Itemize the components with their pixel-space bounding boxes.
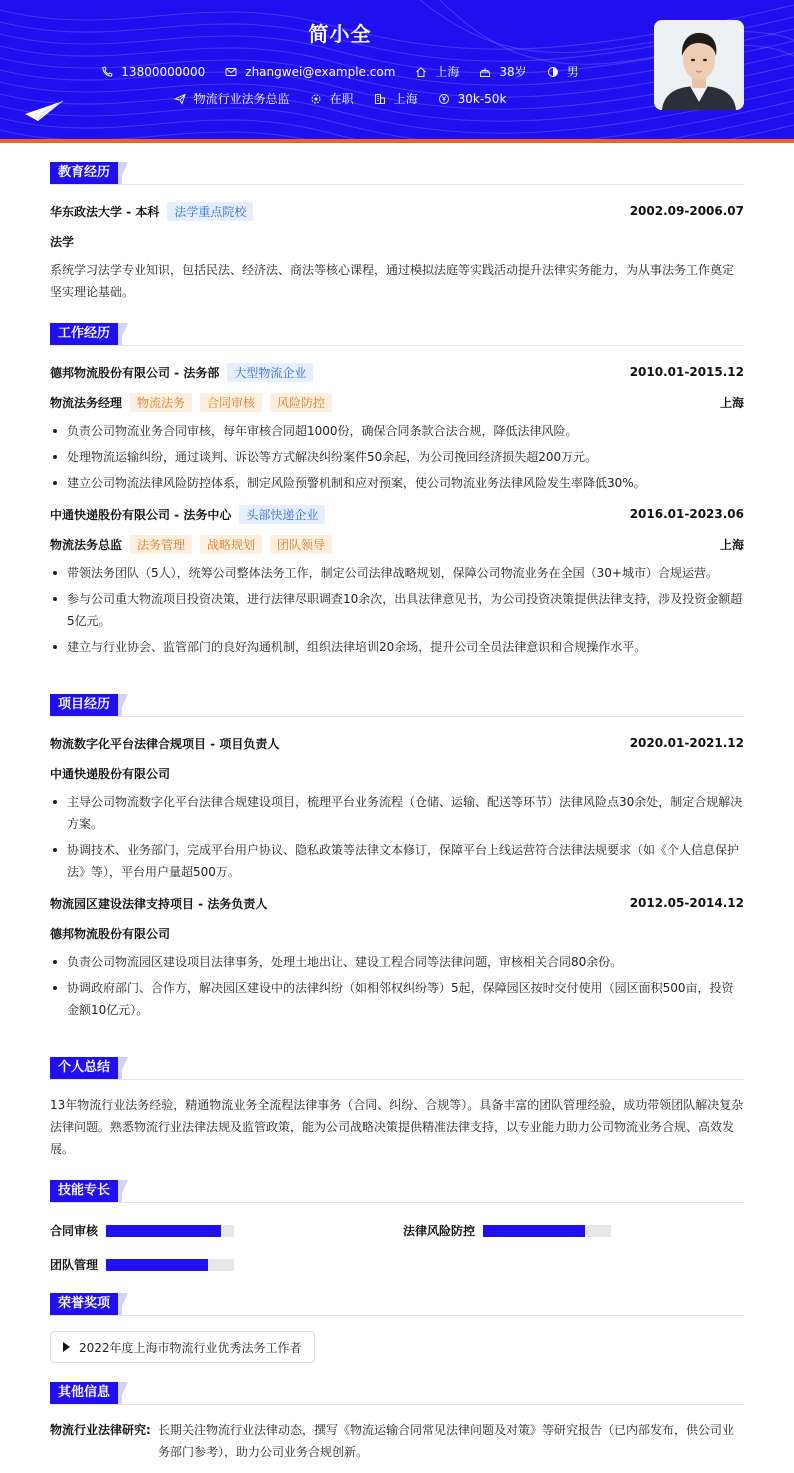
other-item xyxy=(50,1419,744,1463)
job-position-row xyxy=(50,392,744,412)
list-item: 负责公司物流业务合同审核，每年审核合同超1000份，确保合同条款合法合规，降低法律风险。 xyxy=(50,420,744,442)
email-text: zhangwei@example.com xyxy=(245,64,396,79)
project-bullets xyxy=(50,791,744,883)
skill-tag: 团队领导 xyxy=(270,535,332,554)
list-item: 主导公司物流数字化平台法律合规建设项目，梳理平台业务流程（仓储、运输、配送等环节）法律风险点30余处，制定合规解决方案。 xyxy=(50,791,744,835)
company-name: 中通快递股份有限公司 - 法务中心 xyxy=(50,507,232,522)
education-section xyxy=(50,162,744,303)
resume-header xyxy=(0,0,794,139)
salary-icon xyxy=(438,93,450,105)
skill-bar xyxy=(106,1225,234,1237)
projects-section xyxy=(50,694,744,1025)
project-bullets xyxy=(50,951,744,1021)
skill-bar xyxy=(106,1259,234,1271)
list-item: 协调政府部门、合作方，解决园区建设中的法律纠纷（如相邻权纠纷等）5起，保障园区按时交付使用（园区面积500亩，投资金额10亿元）。 xyxy=(50,977,744,1021)
skill-tag: 风险防控 xyxy=(270,393,332,412)
building-icon xyxy=(374,93,386,105)
project-date: 2020.01-2021.12 xyxy=(629,736,744,750)
paper-plane-icon xyxy=(24,100,64,124)
age-info xyxy=(479,63,526,80)
candidate-name: 简小全 xyxy=(308,22,372,46)
section-title: 工作经历 xyxy=(50,323,118,345)
city-text: 上海 xyxy=(435,65,460,79)
skill-item xyxy=(50,1222,234,1239)
skill-item xyxy=(403,1222,611,1239)
school-tag: 法学重点院校 xyxy=(167,202,253,221)
list-item: 建立公司物流法律风险防控体系，制定风险预警机制和应对预案，使公司物流业务法律风险发生率降低30%。 xyxy=(50,472,744,494)
contact-row xyxy=(0,63,680,80)
company-tag: 头部快递企业 xyxy=(239,505,325,524)
work-section xyxy=(50,323,744,662)
school-name: 华东政法大学 - 本科 xyxy=(50,204,160,219)
project-row xyxy=(50,733,744,753)
education-date: 2002.09-2006.07 xyxy=(629,204,744,218)
project-company: 中通快递股份有限公司 xyxy=(50,766,171,781)
city-info xyxy=(415,63,459,80)
skill-bar-fill xyxy=(483,1225,585,1237)
list-item: 处理物流运输纠纷，通过谈判、诉讼等方式解决纠纷案件50余起，为公司挽回经济损失超200万元。 xyxy=(50,446,744,468)
section-title: 其他信息 xyxy=(50,1382,118,1404)
education-description: 系统学习法学专业知识，包括民法、经济法、商法等核心课程，通过模拟法庭等实践活动提升法律实务能力，为从事法务工作奠定坚实理论基础。 xyxy=(50,263,735,299)
award-item[interactable] xyxy=(50,1331,315,1363)
company-tag: 大型物流企业 xyxy=(227,363,313,382)
section-header xyxy=(50,694,744,717)
section-header xyxy=(50,1293,744,1316)
intent-row xyxy=(0,90,680,107)
skill-bar xyxy=(483,1225,611,1237)
section-title: 个人总结 xyxy=(50,1057,118,1079)
header-accent-line xyxy=(0,139,794,143)
list-item: 协调技术、业务部门，完成平台用户协议、隐私政策等法律文本修订，保障平台上线运营符合法律法规要求（如《个人信息保护法》等），平台用户量超500万。 xyxy=(50,839,744,883)
mail-icon xyxy=(225,66,237,78)
summary-text: 13年物流行业法务经验，精通物流业务全流程法律事务（合同、纠纷、合规等）。具备丰富的团队管理经验，成功带领团队解决复杂法律问题。熟悉物流行业法律法规及监管政策，能为公司战略决策提供精准法律支持，以专业能力助力公司物流业务合规、高效发展。 xyxy=(50,1098,744,1156)
section-title: 项目经历 xyxy=(50,694,118,716)
position-title: 物流法务总监 xyxy=(50,537,123,552)
job-company-row xyxy=(50,504,744,524)
list-item: 建立与行业协会、监管部门的良好沟通机制，组织法律培训20余场，提升公司全员法律意识和合规操作水平。 xyxy=(50,636,744,658)
target-city-info xyxy=(374,90,418,107)
email-info xyxy=(225,65,395,79)
target-city-text: 上海 xyxy=(393,92,418,106)
phone-info xyxy=(101,65,205,79)
project-row xyxy=(50,893,744,913)
major-name: 法学 xyxy=(50,234,75,249)
phone-icon xyxy=(101,66,113,78)
section-title: 荣誉奖项 xyxy=(50,1293,118,1315)
triangle-right-icon xyxy=(63,1342,70,1352)
section-header xyxy=(50,162,744,185)
skill-name: 合同审核 xyxy=(50,1224,99,1238)
job-date: 2010.01-2015.12 xyxy=(629,365,744,379)
avatar xyxy=(654,20,744,110)
company-name: 德邦物流股份有限公司 - 法务部 xyxy=(50,365,220,380)
job-city: 上海 xyxy=(719,537,744,552)
skill-name: 法律风险防控 xyxy=(403,1224,476,1238)
gender-info xyxy=(547,63,579,80)
awards-section xyxy=(50,1293,744,1373)
list-item: 带领法务团队（5人），统筹公司整体法务工作，制定公司法律战略规划，保障公司物流业务在全国（30+城市）合规运营。 xyxy=(50,562,744,584)
job-position-row xyxy=(50,534,744,554)
gender-icon xyxy=(547,66,559,78)
skill-item xyxy=(50,1256,234,1273)
skill-tag: 战略规划 xyxy=(200,535,262,554)
skill-tag: 法务管理 xyxy=(130,535,192,554)
position-title: 物流法务经理 xyxy=(50,395,123,410)
summary-section xyxy=(50,1057,744,1160)
section-title: 教育经历 xyxy=(50,162,118,184)
education-row xyxy=(50,201,744,221)
job-company-row xyxy=(50,362,744,382)
phone-text: 13800000000 xyxy=(121,64,206,79)
section-header xyxy=(50,1382,744,1405)
status-info xyxy=(310,90,354,107)
other-section xyxy=(50,1382,744,1463)
project-company: 德邦物流股份有限公司 xyxy=(50,926,171,941)
job-date: 2016.01-2023.06 xyxy=(629,507,744,521)
skill-tag: 合同审核 xyxy=(200,393,262,412)
job-city: 上海 xyxy=(719,395,744,410)
list-item: 负责公司物流园区建设项目法律事务，处理土地出让、建设工程合同等法律问题，审核相关合同80余份。 xyxy=(50,951,744,973)
section-header xyxy=(50,1180,744,1203)
project-name: 物流数字化平台法律合规项目 - 项目负责人 xyxy=(50,736,280,751)
status-text: 在职 xyxy=(329,92,354,106)
project-name: 物流园区建设法律支持项目 - 法务负责人 xyxy=(50,896,268,911)
skill-bar-fill xyxy=(106,1259,208,1271)
skill-bar-fill xyxy=(106,1225,221,1237)
age-text: 38岁 xyxy=(499,65,527,79)
award-text: 2022年度上海市物流行业优秀法务工作者 xyxy=(79,1340,302,1355)
job-bullets xyxy=(50,420,744,494)
position-info xyxy=(174,90,290,107)
skill-name: 团队管理 xyxy=(50,1258,99,1272)
status-icon xyxy=(310,93,322,105)
skills-section xyxy=(50,1180,744,1275)
salary-text: 30k-50k xyxy=(457,91,507,106)
project-company-row xyxy=(50,763,744,783)
project-company-row xyxy=(50,923,744,943)
position-text: 物流行业法务总监 xyxy=(193,92,290,106)
section-header xyxy=(50,1057,744,1080)
home-icon xyxy=(415,66,427,78)
list-item: 参与公司重大物流项目投资决策，进行法律尽职调查10余次，出具法律意见书，为公司投资决策提供法律支持，涉及投资金额超5亿元。 xyxy=(50,588,744,632)
send-icon xyxy=(174,93,186,105)
other-label: 物流行业法律研究: xyxy=(50,1423,151,1437)
project-date: 2012.05-2014.12 xyxy=(629,896,744,910)
other-value: 长期关注物流行业法律动态，撰写《物流运输合同常见法律问题及对策》等研究报告（已内部发布，供公司业务部门参考），助力公司业务合规创新。 xyxy=(158,1423,735,1459)
major-row xyxy=(50,231,744,251)
section-title: 技能专长 xyxy=(50,1180,118,1202)
section-header xyxy=(50,323,744,346)
gender-text: 男 xyxy=(566,65,579,79)
skill-tag: 物流法务 xyxy=(130,393,192,412)
job-bullets xyxy=(50,562,744,658)
cake-icon xyxy=(479,66,491,78)
salary-info xyxy=(438,92,507,106)
